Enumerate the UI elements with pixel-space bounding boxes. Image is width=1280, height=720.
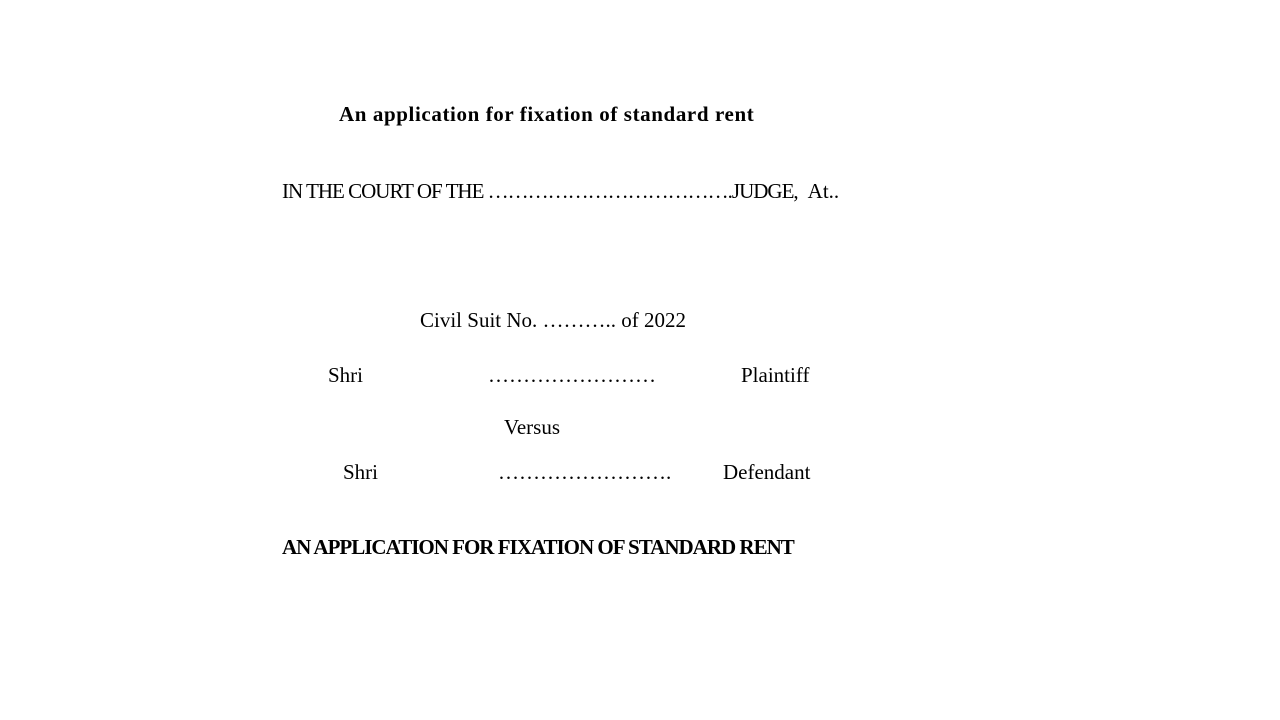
document-title: An application for fixation of standard rent xyxy=(339,102,755,126)
court-line-text: IN THE COURT OF THE ……………………………….JUDGE, xyxy=(282,179,798,203)
defendant-role: Defendant xyxy=(723,460,811,484)
plaintiff-name-blank: …………………… xyxy=(488,363,656,387)
court-line xyxy=(282,181,839,202)
defendant-name-blank: ……………………. xyxy=(498,460,672,484)
court-line-place: At.. xyxy=(807,179,840,203)
civil-suit-number: Civil Suit No. ……….. of 2022 xyxy=(420,308,687,332)
plaintiff-role: Plaintiff xyxy=(741,363,810,387)
versus-label: Versus xyxy=(504,415,560,439)
application-heading: AN APPLICATION FOR FIXATION OF STANDARD RENT xyxy=(282,535,794,559)
defendant-prefix: Shri xyxy=(343,460,379,484)
plaintiff-prefix: Shri xyxy=(328,363,364,387)
